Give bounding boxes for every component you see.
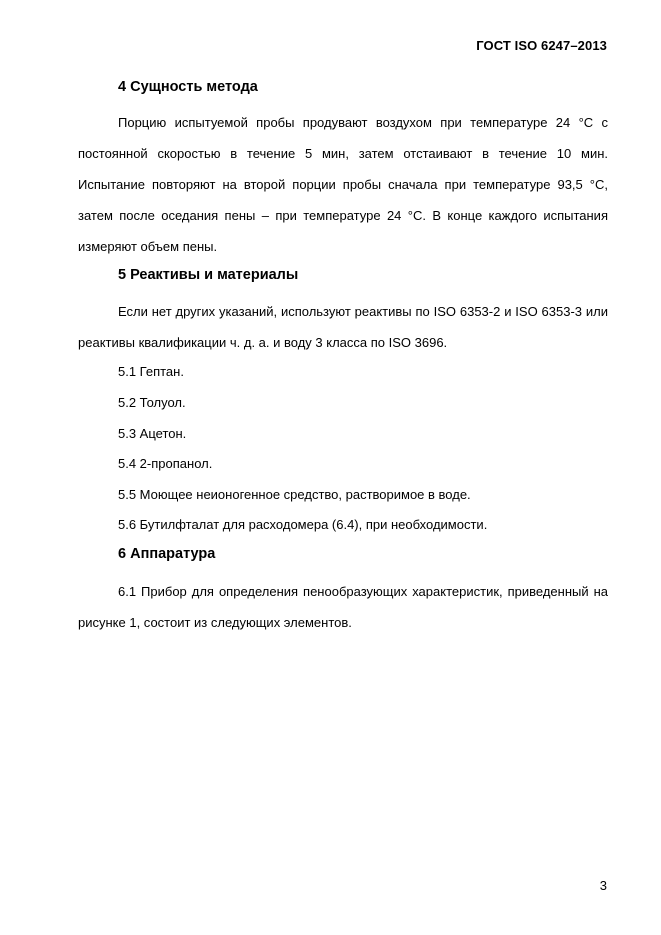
list-item-5-3: 5.3 Ацетон. (118, 426, 187, 441)
section-6-paragraph (78, 576, 608, 638)
standard-code-header: ГОСТ ISO 6247–2013 (476, 38, 607, 53)
list-item-5-5: 5.5 Моющее неионогенное средство, растворимое в воде. (118, 487, 471, 502)
section-4-paragraph-text: Порцию испытуемой пробы продувают воздухом при температуре 24 °С с постоянной скоростью в течение 5 мин, затем отстаивают в течение 10 мин. Испытание повторяют на второй порции пробы сначала при температуре 93,5 °С, затем после оседания пены – при температуре 24 °С. В конце каждого испытания измеряют объем пены. (78, 115, 608, 254)
list-item-5-4: 5.4 2-пропанол. (118, 456, 213, 471)
section-4-heading: 4 Сущность метода (118, 79, 258, 95)
section-4-paragraph (78, 107, 608, 262)
section-5-heading: 5 Реактивы и материалы (118, 267, 299, 283)
list-item-5-2: 5.2 Толуол. (118, 395, 186, 410)
section-6-heading: 6 Аппаратура (118, 546, 216, 562)
section-5-paragraph (78, 296, 608, 358)
list-item-5-6: 5.6 Бутилфталат для расходомера (6.4), при необходимости. (118, 517, 488, 532)
section-6-paragraph-text: 6.1 Прибор для определения пенообразующих характеристик, приведенный на рисунке 1, состоит из следующих элементов. (78, 584, 608, 630)
section-5-paragraph-text: Если нет других указаний, используют реактивы по ISO 6353-2 и ISO 6353-3 или реактивы квалификации ч. д. а. и воду 3 класса по ISO 3696. (78, 304, 608, 350)
page-number: 3 (599, 878, 607, 893)
list-item-5-1: 5.1 Гептан. (118, 364, 184, 379)
